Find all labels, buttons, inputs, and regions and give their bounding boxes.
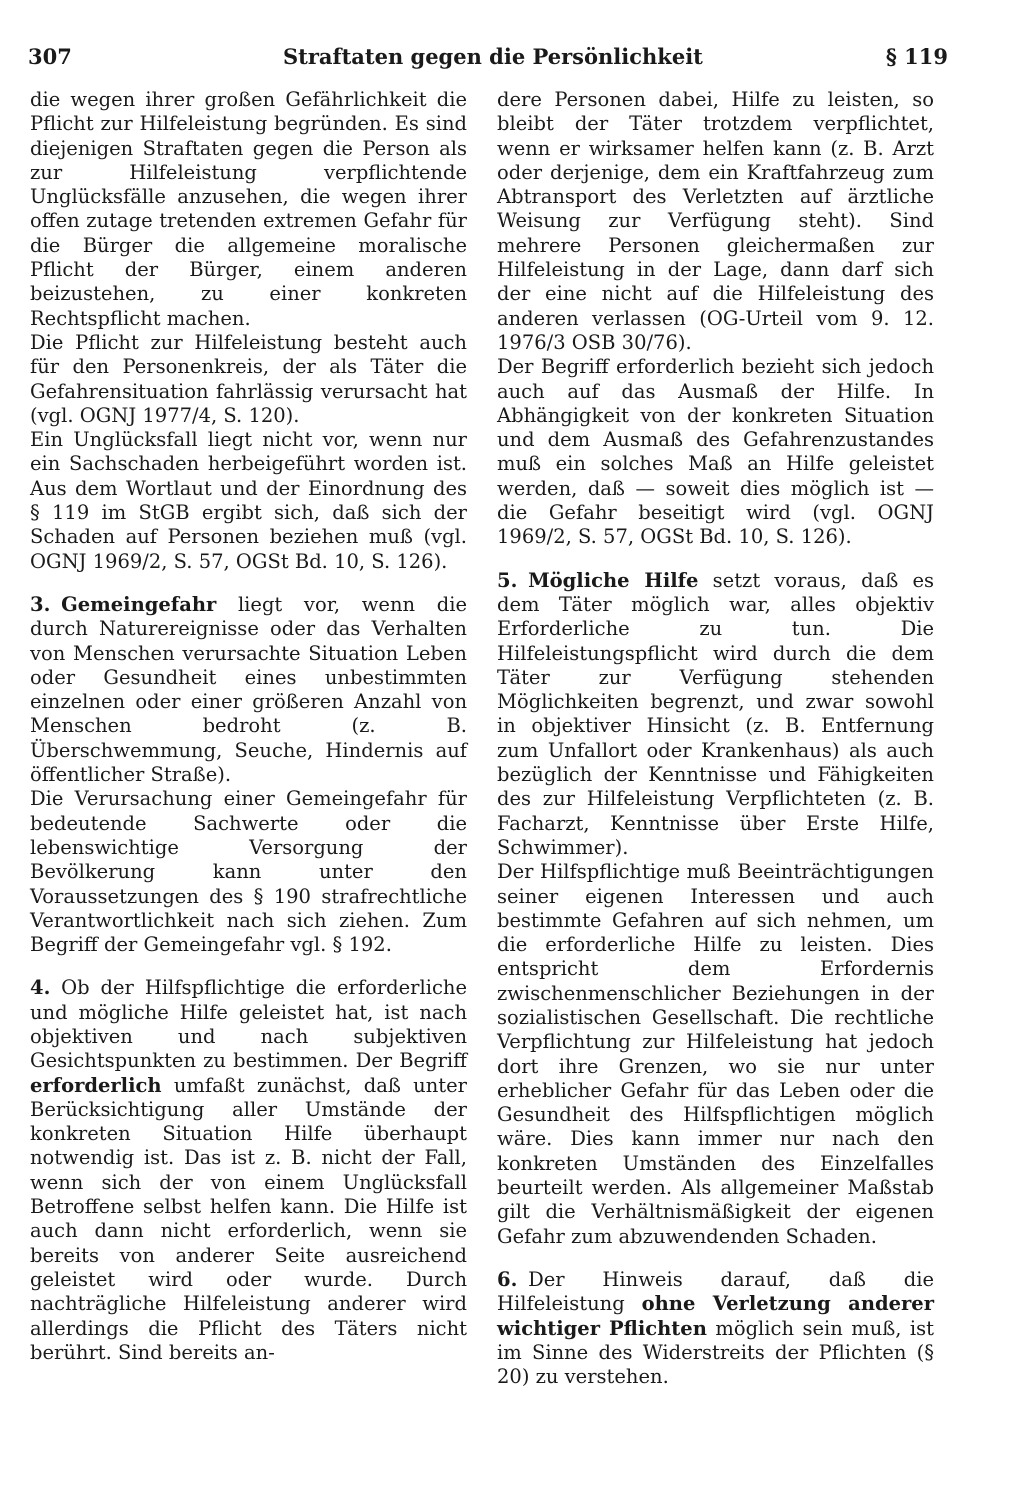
term-bold: erforderlich xyxy=(30,1073,162,1097)
term-bold: Mögliche Hilfe xyxy=(528,568,699,592)
item-number: 5. xyxy=(497,568,518,592)
paragraph-text: umfaßt zunächst, daß unter Berücksichtigung aller Umstände der konkreten Situation Hilfe überhaupt notwendig ist. Das ist z. B. nicht der Fall, wenn sich der von einem Unglücksfall Betroffene selbst helfen kann. Die Hilfe ist auch dann nicht erforderlich, wenn sie bereits von anderer Seite ausreichend geleistet wird oder wurde. Durch nachträgliche Hilfeleistung anderer wird allerdings die Pflicht des Täters nicht berührt. Sind bereits an- xyxy=(30,1073,467,1364)
paragraph: Der Begriff erforderlich bezieht sich jedoch auch auf das Ausmaß der Hilfe. In Abhängigkeit von der konkreten Situation und dem Ausmaß des Gefahrenzustandes muß ein solches Maß an Hilfe geleistet werden, daß — soweit dies möglich ist — die Gefahr beseitigt wird (vgl. OGNJ 1969/2, S. 57, OGSt Bd. 10, S. 126). xyxy=(497,355,934,549)
item-number: 6. xyxy=(497,1267,518,1291)
right-column xyxy=(497,88,934,1389)
section-number: § 119 xyxy=(885,44,948,69)
paragraph-text: möglich sein muß, ist im Sinne des Widerstreits der Pflichten (§ 20) zu verstehen. xyxy=(497,1316,935,1389)
header-title: Straftaten gegen die Persönlichkeit xyxy=(283,44,703,69)
paragraph: Der Hilfspflichtige muß Beeinträchtigungen seiner eigenen Interessen und auch bestimmte Gefahren auf sich nehmen, um die erforderliche Hilfe zu leisten. Dies entspricht dem Erfordernis zwischenmenschlicher Beziehungen in der sozialistischen Gesellschaft. Die rechtliche Verpflichtung zur Hilfeleistung hat jedoch dort ihre Grenzen, wo sie nur unter erheblicher Gefahr für das Leben oder die Gesundheit des Hilfspflichtigen möglich wäre. Dies kann immer nur nach den konkreten Umständen des Einzelfalles beurteilt werden. Als allgemeiner Maßstab gilt die Verhältnismäßigkeit der eigenen Gefahr zum abzuwendenden Schaden. xyxy=(497,860,934,1248)
paragraph-text: liegt vor, wenn die durch Naturereignisse oder das Verhalten von Menschen verursachte Situation Leben oder Gesundheit eines unbestimmten einzelnen oder einer größeren Anzahl von Menschen bedroht (z. B. Überschwemmung, Seuche, Hindernis auf öffentlicher Straße). xyxy=(30,592,467,787)
paragraph-text: Der Hinweis darauf, daß die Hilfeleistung xyxy=(497,1267,934,1316)
paragraph-text: setzt voraus, daß es dem Täter möglich war, alles objektiv Erforderliche zu tun. Die Hilfeleistungspflicht wird durch die dem Täter zur Verfügung stehenden Möglichkeiten begrenzt, und zwar sowohl in objektiver Hinsicht (z. B. Entfernung zum Unfallort oder Krankenhaus) als auch bezüglich der Kenntnisse und Fähigkeiten des zur Hilfeleistung Verpflichteten (z. B. Facharzt, Kenntnisse über Erste Hilfe, Schwimmer). xyxy=(497,568,934,859)
numbered-paragraph-3 xyxy=(30,593,467,787)
paragraph-text: Ob der Hilfspflichtige die erforderliche und mögliche Hilfe geleistet hat, ist nach objektiven und nach subjektiven Gesichtspunkten zu bestimmen. Der Begriff xyxy=(30,976,467,1073)
left-column xyxy=(30,88,467,1365)
numbered-paragraph-6 xyxy=(497,1268,934,1389)
paragraph: dere Personen dabei, Hilfe zu leisten, so bleibt der Täter trotzdem verpflichtet, wenn er wirksamer helfen kann (z. B. Arzt oder derjenige, dem ein Kraftfahrzeug zum Abtransport des Verletzten auf ärztliche Weisung zur Verfügung steht). Sind mehrere Personen gleichermaßen zur Hilfeleistung in der Lage, dann darf sich der eine nicht auf die Hilfeleistung des anderen verlassen (OG-Urteil vom 9. 12. 1976/3 OSB 30/76). xyxy=(497,88,934,354)
paragraph: Ein Unglücksfall liegt nicht vor, wenn nur ein Sachschaden herbeigeführt worden ist. Aus dem Wortlaut und der Einordnung des § 119 im StGB ergibt sich, daß sich der Schaden auf Personen beziehen muß (vgl. OGNJ 1969/2, S. 57, OGSt Bd. 10, S. 126). xyxy=(30,428,467,573)
numbered-paragraph-5 xyxy=(497,569,934,861)
numbered-paragraph-4 xyxy=(30,976,467,1365)
paragraph: Die Verursachung einer Gemeingefahr für bedeutende Sachwerte oder die lebenswichtige Versorgung der Bevölkerung kann unter den Voraussetzungen des § 190 strafrechtliche Verantwortlichkeit nach sich ziehen. Zum Begriff der Gemeingefahr vgl. § 192. xyxy=(30,787,467,957)
term-bold: ohne Verletzung anderer wichtiger Pflichten xyxy=(497,1292,934,1340)
page-number: 307 xyxy=(28,44,72,69)
paragraph: die wegen ihrer großen Gefährlichkeit die Pflicht zur Hilfeleistung begründen. Es sind diejenigen Straftaten gegen die Person als zur Hilfeleistung verpflichtende Unglücksfälle anzusehen, die wegen ihrer offen zutage tretenden extremen Gefahr für die Bürger die allgemeine moralische Pflicht der Bürger, einem anderen beizustehen, zu einer konkreten Rechtspflicht machen. xyxy=(30,88,467,330)
running-header xyxy=(28,36,948,76)
item-number: 4. xyxy=(30,976,51,1000)
item-number: 3. xyxy=(30,592,51,616)
term-bold: Gemeingefahr xyxy=(61,592,217,616)
paragraph: Die Pflicht zur Hilfeleistung besteht auch für den Personenkreis, der als Täter die Gefahrensituation fahrlässig verursacht hat (vgl. OGNJ 1977/4, S. 120). xyxy=(30,330,467,427)
